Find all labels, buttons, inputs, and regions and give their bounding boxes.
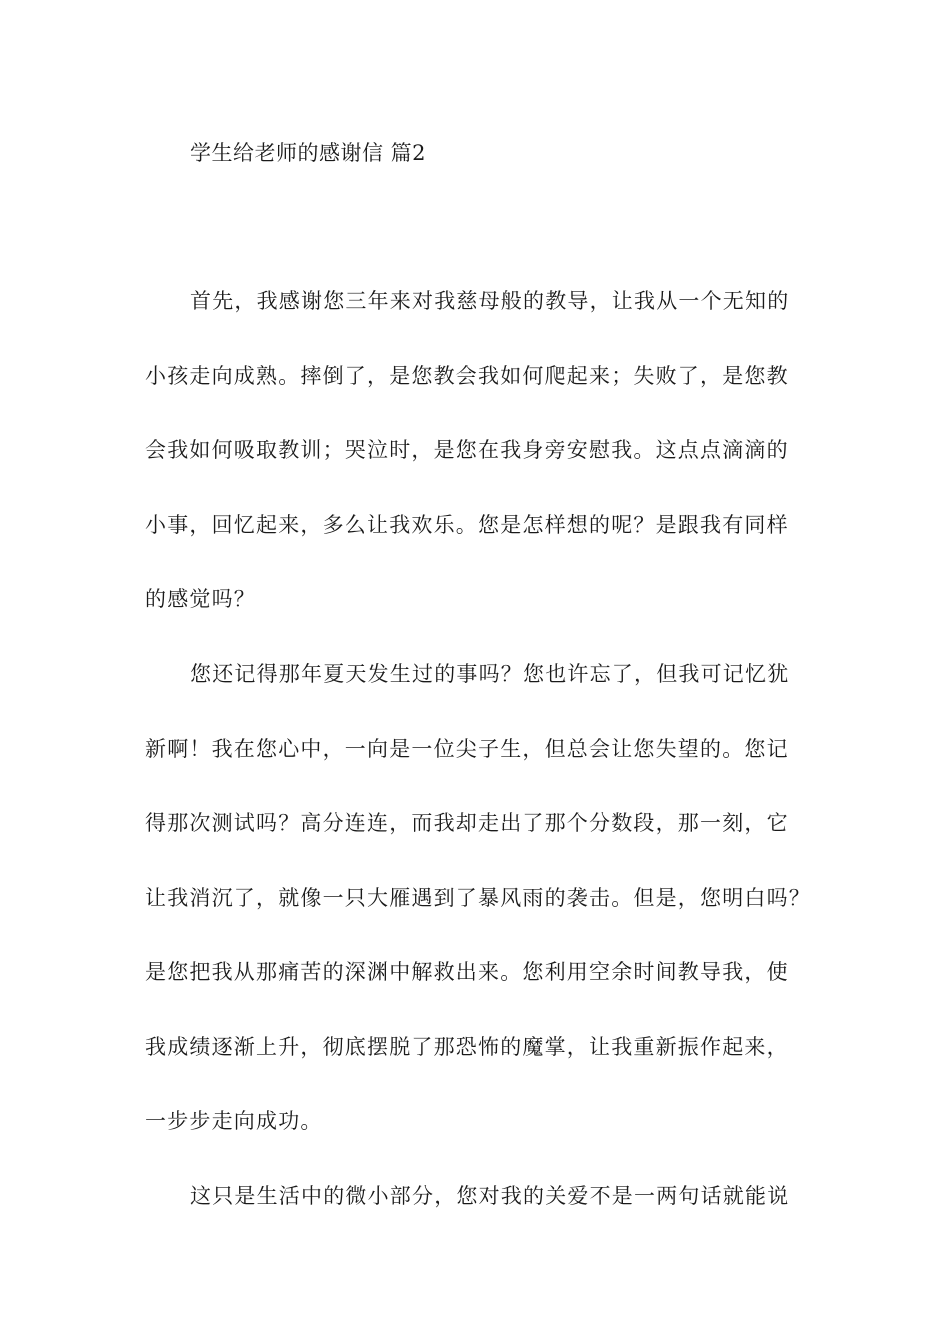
paragraph-2-line-4: 让我消沉了，就像一只大雁遇到了暴风雨的袭击。但是，您明白吗？	[145, 886, 811, 910]
paragraph-1-line-1: 首先，我感谢您三年来对我慈母般的教导，让我从一个无知的	[190, 289, 790, 313]
paragraph-2-line-3: 得那次测试吗？高分连连，而我却走出了那个分数段，那一刻，它	[145, 811, 789, 835]
document-title: 学生给老师的感谢信 篇2	[190, 141, 427, 165]
paragraph-2-line-6: 我成绩逐渐上升，彻底摆脱了那恐怖的魔掌，让我重新振作起来，	[145, 1035, 789, 1059]
paragraph-1-line-5: 的感觉吗？	[145, 587, 256, 611]
paragraph-2-line-2: 新啊！我在您心中，一向是一位尖子生，但总会让您失望的。您记	[145, 737, 789, 761]
paragraph-1-line-3: 会我如何吸取教训；哭泣时，是您在我身旁安慰我。这点点滴滴的	[145, 438, 789, 462]
paragraph-2-line-7: 一步步走向成功。	[145, 1109, 323, 1133]
paragraph-2-line-5: 是您把我从那痛苦的深渊中解救出来。您利用空余时间教导我，使	[145, 960, 789, 984]
paragraph-1-line-4: 小事，回忆起来，多么让我欢乐。您是怎样想的呢？是跟我有同样	[145, 513, 789, 537]
paragraph-1-line-2: 小孩走向成熟。摔倒了，是您教会我如何爬起来；失败了，是您教	[145, 364, 789, 388]
paragraph-3-line-1: 这只是生活中的微小部分，您对我的关爱不是一两句话就能说	[190, 1184, 790, 1208]
paragraph-2-line-1: 您还记得那年夏天发生过的事吗？您也许忘了，但我可记忆犹	[190, 662, 790, 686]
